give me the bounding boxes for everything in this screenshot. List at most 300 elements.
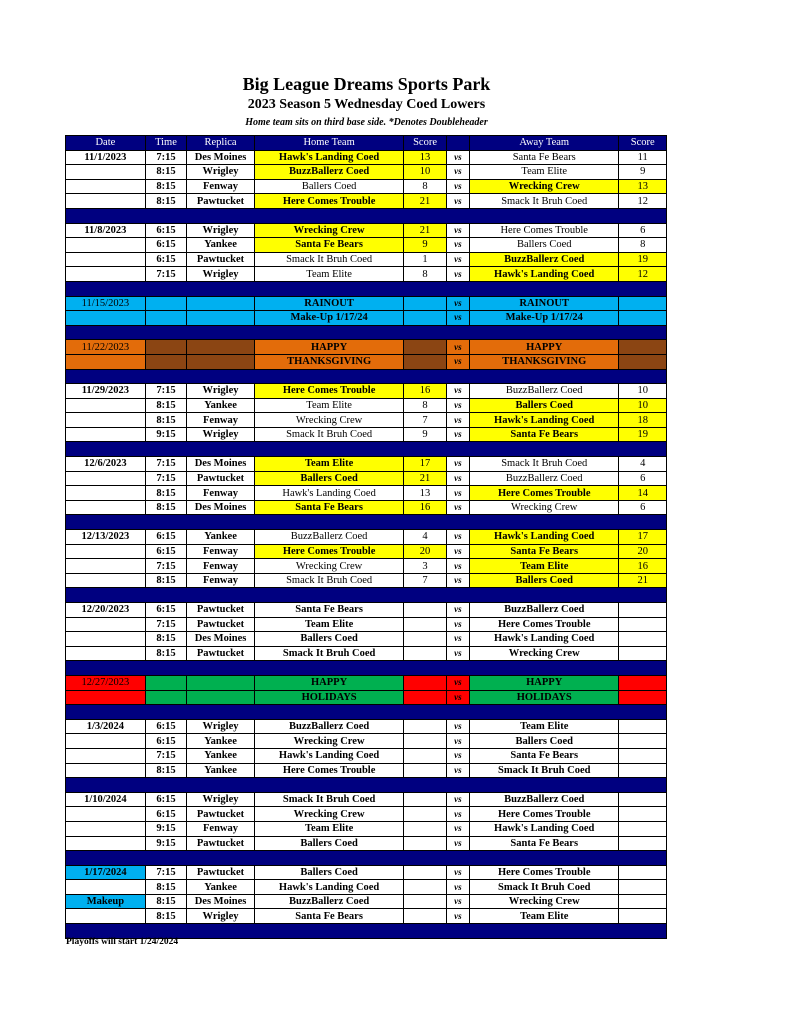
table-row bbox=[66, 486, 667, 501]
home-score-cell: 4 bbox=[404, 530, 446, 545]
home-team-cell: Ballers Coed bbox=[254, 471, 403, 486]
vs-cell: vs bbox=[446, 267, 469, 282]
away-score-cell bbox=[619, 311, 667, 326]
week-separator bbox=[66, 369, 667, 384]
home-team-cell: Smack It Bruh Coed bbox=[254, 792, 403, 807]
week-separator bbox=[66, 924, 667, 939]
vs-cell: vs bbox=[446, 865, 469, 880]
home-score-cell bbox=[404, 734, 446, 749]
away-score-cell: 20 bbox=[619, 544, 667, 559]
home-score-cell bbox=[404, 748, 446, 763]
date-cell: 12/13/2023 bbox=[66, 530, 146, 545]
home-team-cell: Smack It Bruh Coed bbox=[254, 573, 403, 588]
time-cell: 8:15 bbox=[145, 573, 186, 588]
time-cell: 8:15 bbox=[145, 763, 186, 778]
date-cell bbox=[66, 398, 146, 413]
date-cell: 11/8/2023 bbox=[66, 223, 146, 238]
date-cell bbox=[66, 238, 146, 253]
home-score-cell: 8 bbox=[404, 179, 446, 194]
home-score-cell bbox=[404, 632, 446, 647]
away-team-cell: Here Comes Trouble bbox=[469, 223, 618, 238]
col-home-team: Home Team bbox=[254, 136, 403, 151]
away-score-cell: 18 bbox=[619, 413, 667, 428]
home-team-cell: HAPPY bbox=[254, 675, 403, 690]
vs-cell: vs bbox=[446, 530, 469, 545]
table-row bbox=[66, 457, 667, 472]
away-team-cell: BuzzBallerz Coed bbox=[469, 384, 618, 399]
header-row bbox=[66, 136, 667, 151]
home-team-cell: Hawk's Landing Coed bbox=[254, 486, 403, 501]
replica-cell bbox=[187, 675, 255, 690]
home-team-cell: Wrecking Crew bbox=[254, 734, 403, 749]
home-score-cell bbox=[404, 354, 446, 369]
away-team-cell: RAINOUT bbox=[469, 296, 618, 311]
away-team-cell: Here Comes Trouble bbox=[469, 486, 618, 501]
table-row bbox=[66, 296, 667, 311]
away-score-cell: 17 bbox=[619, 530, 667, 545]
replica-cell: Pawtucket bbox=[187, 836, 255, 851]
date-cell bbox=[66, 807, 146, 822]
date-cell bbox=[66, 486, 146, 501]
replica-cell: Pawtucket bbox=[187, 617, 255, 632]
vs-cell: vs bbox=[446, 880, 469, 895]
home-team-cell: Santa Fe Bears bbox=[254, 603, 403, 618]
away-score-cell bbox=[619, 807, 667, 822]
away-team-cell: Hawk's Landing Coed bbox=[469, 413, 618, 428]
time-cell: 9:15 bbox=[145, 821, 186, 836]
table-row bbox=[66, 646, 667, 661]
date-cell bbox=[66, 690, 146, 705]
away-team-cell: Here Comes Trouble bbox=[469, 865, 618, 880]
replica-cell: Fenway bbox=[187, 821, 255, 836]
home-team-cell: RAINOUT bbox=[254, 296, 403, 311]
home-team-cell: Team Elite bbox=[254, 267, 403, 282]
replica-cell bbox=[187, 311, 255, 326]
date-cell bbox=[66, 836, 146, 851]
table-row bbox=[66, 340, 667, 355]
vs-cell: vs bbox=[446, 471, 469, 486]
time-cell: 7:15 bbox=[145, 865, 186, 880]
replica-cell: Wrigley bbox=[187, 384, 255, 399]
away-score-cell bbox=[619, 763, 667, 778]
away-team-cell: Here Comes Trouble bbox=[469, 807, 618, 822]
away-team-cell: Make-Up 1/17/24 bbox=[469, 311, 618, 326]
col-time: Time bbox=[145, 136, 186, 151]
home-score-cell: 8 bbox=[404, 267, 446, 282]
home-score-cell bbox=[404, 311, 446, 326]
home-score-cell bbox=[404, 821, 446, 836]
date-cell bbox=[66, 909, 146, 924]
away-score-cell bbox=[619, 880, 667, 895]
away-score-cell bbox=[619, 690, 667, 705]
replica-cell: Wrigley bbox=[187, 165, 255, 180]
date-cell: 11/15/2023 bbox=[66, 296, 146, 311]
replica-cell: Des Moines bbox=[187, 894, 255, 909]
home-score-cell: 8 bbox=[404, 398, 446, 413]
away-team-cell: Team Elite bbox=[469, 165, 618, 180]
home-team-cell: Here Comes Trouble bbox=[254, 384, 403, 399]
replica-cell: Pawtucket bbox=[187, 252, 255, 267]
vs-cell: vs bbox=[446, 194, 469, 209]
vs-cell: vs bbox=[446, 909, 469, 924]
vs-cell: vs bbox=[446, 792, 469, 807]
home-team-cell: Hawk's Landing Coed bbox=[254, 150, 403, 165]
home-score-cell: 9 bbox=[404, 427, 446, 442]
col-away-team: Away Team bbox=[469, 136, 618, 151]
away-score-cell: 6 bbox=[619, 500, 667, 515]
home-team-cell: Ballers Coed bbox=[254, 179, 403, 194]
date-cell: 12/27/2023 bbox=[66, 675, 146, 690]
away-team-cell: Hawk's Landing Coed bbox=[469, 530, 618, 545]
home-score-cell: 10 bbox=[404, 165, 446, 180]
vs-cell: vs bbox=[446, 632, 469, 647]
home-team-cell: BuzzBallerz Coed bbox=[254, 165, 403, 180]
time-cell: 6:15 bbox=[145, 792, 186, 807]
away-score-cell: 13 bbox=[619, 179, 667, 194]
home-team-cell: HOLIDAYS bbox=[254, 690, 403, 705]
time-cell: 6:15 bbox=[145, 238, 186, 253]
home-team-cell: Team Elite bbox=[254, 617, 403, 632]
away-score-cell bbox=[619, 792, 667, 807]
vs-cell: vs bbox=[446, 675, 469, 690]
time-cell: 8:15 bbox=[145, 894, 186, 909]
replica-cell: Yankee bbox=[187, 880, 255, 895]
home-team-cell: Smack It Bruh Coed bbox=[254, 646, 403, 661]
page-subtitle: 2023 Season 5 Wednesday Coed Lowers bbox=[247, 97, 486, 112]
away-team-cell: Santa Fe Bears bbox=[469, 836, 618, 851]
time-cell: 7:15 bbox=[145, 384, 186, 399]
home-score-cell bbox=[404, 894, 446, 909]
time-cell: 6:15 bbox=[145, 223, 186, 238]
table-row bbox=[66, 413, 667, 428]
replica-cell: Pawtucket bbox=[187, 865, 255, 880]
replica-cell: Pawtucket bbox=[187, 646, 255, 661]
home-team-cell: Team Elite bbox=[254, 821, 403, 836]
time-cell: 6:15 bbox=[145, 719, 186, 734]
away-score-cell: 21 bbox=[619, 573, 667, 588]
replica-cell: Wrigley bbox=[187, 909, 255, 924]
schedule-table bbox=[65, 135, 667, 939]
vs-cell: vs bbox=[446, 340, 469, 355]
away-score-cell: 16 bbox=[619, 559, 667, 574]
date-cell bbox=[66, 500, 146, 515]
time-cell bbox=[145, 690, 186, 705]
table-row bbox=[66, 632, 667, 647]
table-row bbox=[66, 763, 667, 778]
table-row bbox=[66, 748, 667, 763]
vs-cell: vs bbox=[446, 894, 469, 909]
table-row bbox=[66, 311, 667, 326]
vs-cell: vs bbox=[446, 734, 469, 749]
table-row bbox=[66, 500, 667, 515]
away-score-cell: 19 bbox=[619, 252, 667, 267]
away-team-cell: BuzzBallerz Coed bbox=[469, 603, 618, 618]
vs-cell: vs bbox=[446, 690, 469, 705]
table-row bbox=[66, 719, 667, 734]
table-row bbox=[66, 238, 667, 253]
table-row bbox=[66, 354, 667, 369]
time-cell: 8:15 bbox=[145, 880, 186, 895]
home-score-cell bbox=[404, 617, 446, 632]
date-cell bbox=[66, 311, 146, 326]
col-away-score: Score bbox=[619, 136, 667, 151]
week-separator bbox=[66, 281, 667, 296]
vs-cell: vs bbox=[446, 603, 469, 618]
away-team-cell: BuzzBallerz Coed bbox=[469, 471, 618, 486]
table-row bbox=[66, 384, 667, 399]
home-team-cell: Wrecking Crew bbox=[254, 413, 403, 428]
vs-cell: vs bbox=[446, 559, 469, 574]
vs-cell: vs bbox=[446, 646, 469, 661]
week-separator bbox=[66, 208, 667, 223]
away-team-cell: Ballers Coed bbox=[469, 238, 618, 253]
away-team-cell: Wrecking Crew bbox=[469, 894, 618, 909]
replica-cell: Wrigley bbox=[187, 267, 255, 282]
away-score-cell bbox=[619, 617, 667, 632]
vs-cell: vs bbox=[446, 836, 469, 851]
week-separator bbox=[66, 588, 667, 603]
away-score-cell: 9 bbox=[619, 165, 667, 180]
away-team-cell: Santa Fe Bears bbox=[469, 150, 618, 165]
col-replica: Replica bbox=[187, 136, 255, 151]
home-team-cell: BuzzBallerz Coed bbox=[254, 719, 403, 734]
home-team-cell: BuzzBallerz Coed bbox=[254, 530, 403, 545]
away-score-cell bbox=[619, 909, 667, 924]
table-row bbox=[66, 471, 667, 486]
date-cell bbox=[66, 194, 146, 209]
replica-cell: Yankee bbox=[187, 763, 255, 778]
vs-cell: vs bbox=[446, 821, 469, 836]
home-team-cell: HAPPY bbox=[254, 340, 403, 355]
time-cell: 8:15 bbox=[145, 909, 186, 924]
replica-cell: Fenway bbox=[187, 573, 255, 588]
date-cell: 12/6/2023 bbox=[66, 457, 146, 472]
home-score-cell: 1 bbox=[404, 252, 446, 267]
home-score-cell: 16 bbox=[404, 500, 446, 515]
home-score-cell bbox=[404, 836, 446, 851]
away-score-cell: 6 bbox=[619, 471, 667, 486]
vs-cell: vs bbox=[446, 807, 469, 822]
away-score-cell: 8 bbox=[619, 238, 667, 253]
replica-cell: Wrigley bbox=[187, 792, 255, 807]
table-row bbox=[66, 894, 667, 909]
table-row bbox=[66, 836, 667, 851]
replica-cell bbox=[187, 690, 255, 705]
date-cell bbox=[66, 252, 146, 267]
date-cell bbox=[66, 413, 146, 428]
home-score-cell bbox=[404, 675, 446, 690]
table-row bbox=[66, 734, 667, 749]
week-separator bbox=[66, 442, 667, 457]
replica-cell: Fenway bbox=[187, 544, 255, 559]
replica-cell: Des Moines bbox=[187, 457, 255, 472]
time-cell: 7:15 bbox=[145, 617, 186, 632]
away-team-cell: Ballers Coed bbox=[469, 398, 618, 413]
away-team-cell: Ballers Coed bbox=[469, 734, 618, 749]
date-cell bbox=[66, 632, 146, 647]
away-score-cell bbox=[619, 865, 667, 880]
time-cell: 7:15 bbox=[145, 748, 186, 763]
vs-cell: vs bbox=[446, 617, 469, 632]
vs-cell: vs bbox=[446, 252, 469, 267]
date-cell bbox=[66, 880, 146, 895]
home-team-cell: Ballers Coed bbox=[254, 865, 403, 880]
away-score-cell bbox=[619, 354, 667, 369]
away-team-cell: Smack It Bruh Coed bbox=[469, 194, 618, 209]
away-team-cell: Hawk's Landing Coed bbox=[469, 267, 618, 282]
home-score-cell bbox=[404, 646, 446, 661]
away-team-cell: Wrecking Crew bbox=[469, 646, 618, 661]
time-cell bbox=[145, 675, 186, 690]
table-row bbox=[66, 690, 667, 705]
table-row bbox=[66, 427, 667, 442]
vs-cell: vs bbox=[446, 384, 469, 399]
away-score-cell: 19 bbox=[619, 427, 667, 442]
home-score-cell bbox=[404, 340, 446, 355]
replica-cell: Fenway bbox=[187, 179, 255, 194]
away-team-cell: Ballers Coed bbox=[469, 573, 618, 588]
date-cell bbox=[66, 748, 146, 763]
away-team-cell: BuzzBallerz Coed bbox=[469, 252, 618, 267]
away-team-cell: THANKSGIVING bbox=[469, 354, 618, 369]
replica-cell: Yankee bbox=[187, 238, 255, 253]
away-score-cell bbox=[619, 821, 667, 836]
time-cell: 8:15 bbox=[145, 646, 186, 661]
replica-cell: Fenway bbox=[187, 486, 255, 501]
table-row bbox=[66, 179, 667, 194]
time-cell: 7:15 bbox=[145, 457, 186, 472]
time-cell: 9:15 bbox=[145, 836, 186, 851]
schedule-body bbox=[66, 150, 667, 938]
home-team-cell: Smack It Bruh Coed bbox=[254, 252, 403, 267]
date-cell: 1/17/2024 bbox=[66, 865, 146, 880]
time-cell: 7:15 bbox=[145, 267, 186, 282]
home-score-cell: 17 bbox=[404, 457, 446, 472]
away-team-cell: BuzzBallerz Coed bbox=[469, 792, 618, 807]
away-score-cell bbox=[619, 675, 667, 690]
time-cell: 7:15 bbox=[145, 150, 186, 165]
replica-cell: Des Moines bbox=[187, 500, 255, 515]
replica-cell: Wrigley bbox=[187, 223, 255, 238]
time-cell bbox=[145, 340, 186, 355]
home-team-cell: Make-Up 1/17/24 bbox=[254, 311, 403, 326]
date-cell bbox=[66, 821, 146, 836]
replica-cell: Des Moines bbox=[187, 150, 255, 165]
away-team-cell: Santa Fe Bears bbox=[469, 748, 618, 763]
away-team-cell: HAPPY bbox=[469, 340, 618, 355]
col-vs bbox=[446, 136, 469, 151]
time-cell: 7:15 bbox=[145, 559, 186, 574]
replica-cell: Wrigley bbox=[187, 427, 255, 442]
time-cell: 9:15 bbox=[145, 427, 186, 442]
footer-note: Playoffs will start 1/24/2024 bbox=[66, 937, 179, 947]
week-separator bbox=[66, 851, 667, 866]
vs-cell: vs bbox=[446, 573, 469, 588]
date-cell bbox=[66, 267, 146, 282]
page-title: Big League Dreams Sports Park bbox=[242, 74, 491, 94]
home-score-cell bbox=[404, 603, 446, 618]
replica-cell: Pawtucket bbox=[187, 603, 255, 618]
away-score-cell bbox=[619, 603, 667, 618]
home-team-cell: Hawk's Landing Coed bbox=[254, 880, 403, 895]
replica-cell bbox=[187, 296, 255, 311]
table-row bbox=[66, 880, 667, 895]
replica-cell bbox=[187, 340, 255, 355]
week-separator bbox=[66, 778, 667, 793]
home-score-cell: 16 bbox=[404, 384, 446, 399]
away-score-cell bbox=[619, 734, 667, 749]
away-score-cell: 6 bbox=[619, 223, 667, 238]
vs-cell: vs bbox=[446, 354, 469, 369]
date-cell: 11/29/2023 bbox=[66, 384, 146, 399]
vs-cell: vs bbox=[446, 500, 469, 515]
time-cell bbox=[145, 311, 186, 326]
away-score-cell: 12 bbox=[619, 194, 667, 209]
replica-cell: Des Moines bbox=[187, 632, 255, 647]
time-cell: 6:15 bbox=[145, 603, 186, 618]
home-score-cell: 9 bbox=[404, 238, 446, 253]
week-separator bbox=[66, 325, 667, 340]
home-score-cell bbox=[404, 690, 446, 705]
away-team-cell: Here Comes Trouble bbox=[469, 617, 618, 632]
home-score-cell bbox=[404, 296, 446, 311]
away-team-cell: Wrecking Crew bbox=[469, 179, 618, 194]
date-cell: 1/3/2024 bbox=[66, 719, 146, 734]
table-row bbox=[66, 807, 667, 822]
away-team-cell: HOLIDAYS bbox=[469, 690, 618, 705]
replica-cell: Pawtucket bbox=[187, 471, 255, 486]
home-score-cell: 7 bbox=[404, 573, 446, 588]
vs-cell: vs bbox=[446, 427, 469, 442]
replica-cell: Yankee bbox=[187, 530, 255, 545]
vs-cell: vs bbox=[446, 413, 469, 428]
time-cell: 8:15 bbox=[145, 413, 186, 428]
vs-cell: vs bbox=[446, 238, 469, 253]
home-score-cell: 7 bbox=[404, 413, 446, 428]
away-team-cell: Santa Fe Bears bbox=[469, 544, 618, 559]
col-date: Date bbox=[66, 136, 146, 151]
replica-cell: Pawtucket bbox=[187, 807, 255, 822]
vs-cell: vs bbox=[446, 150, 469, 165]
home-score-cell bbox=[404, 763, 446, 778]
vs-cell: vs bbox=[446, 719, 469, 734]
away-score-cell bbox=[619, 748, 667, 763]
time-cell: 8:15 bbox=[145, 486, 186, 501]
home-score-cell: 13 bbox=[404, 486, 446, 501]
home-team-cell: Santa Fe Bears bbox=[254, 909, 403, 924]
away-score-cell bbox=[619, 646, 667, 661]
table-row bbox=[66, 603, 667, 618]
away-team-cell: Smack It Bruh Coed bbox=[469, 457, 618, 472]
replica-cell: Yankee bbox=[187, 748, 255, 763]
table-row bbox=[66, 559, 667, 574]
time-cell: 8:15 bbox=[145, 165, 186, 180]
time-cell: 6:15 bbox=[145, 734, 186, 749]
away-team-cell: Hawk's Landing Coed bbox=[469, 821, 618, 836]
vs-cell: vs bbox=[446, 296, 469, 311]
table-row bbox=[66, 821, 667, 836]
home-score-cell: 21 bbox=[404, 471, 446, 486]
away-score-cell: 10 bbox=[619, 398, 667, 413]
table-row bbox=[66, 865, 667, 880]
date-cell bbox=[66, 354, 146, 369]
time-cell: 8:15 bbox=[145, 194, 186, 209]
vs-cell: vs bbox=[446, 748, 469, 763]
replica-cell: Pawtucket bbox=[187, 194, 255, 209]
away-score-cell bbox=[619, 836, 667, 851]
replica-cell bbox=[187, 354, 255, 369]
away-score-cell: 4 bbox=[619, 457, 667, 472]
